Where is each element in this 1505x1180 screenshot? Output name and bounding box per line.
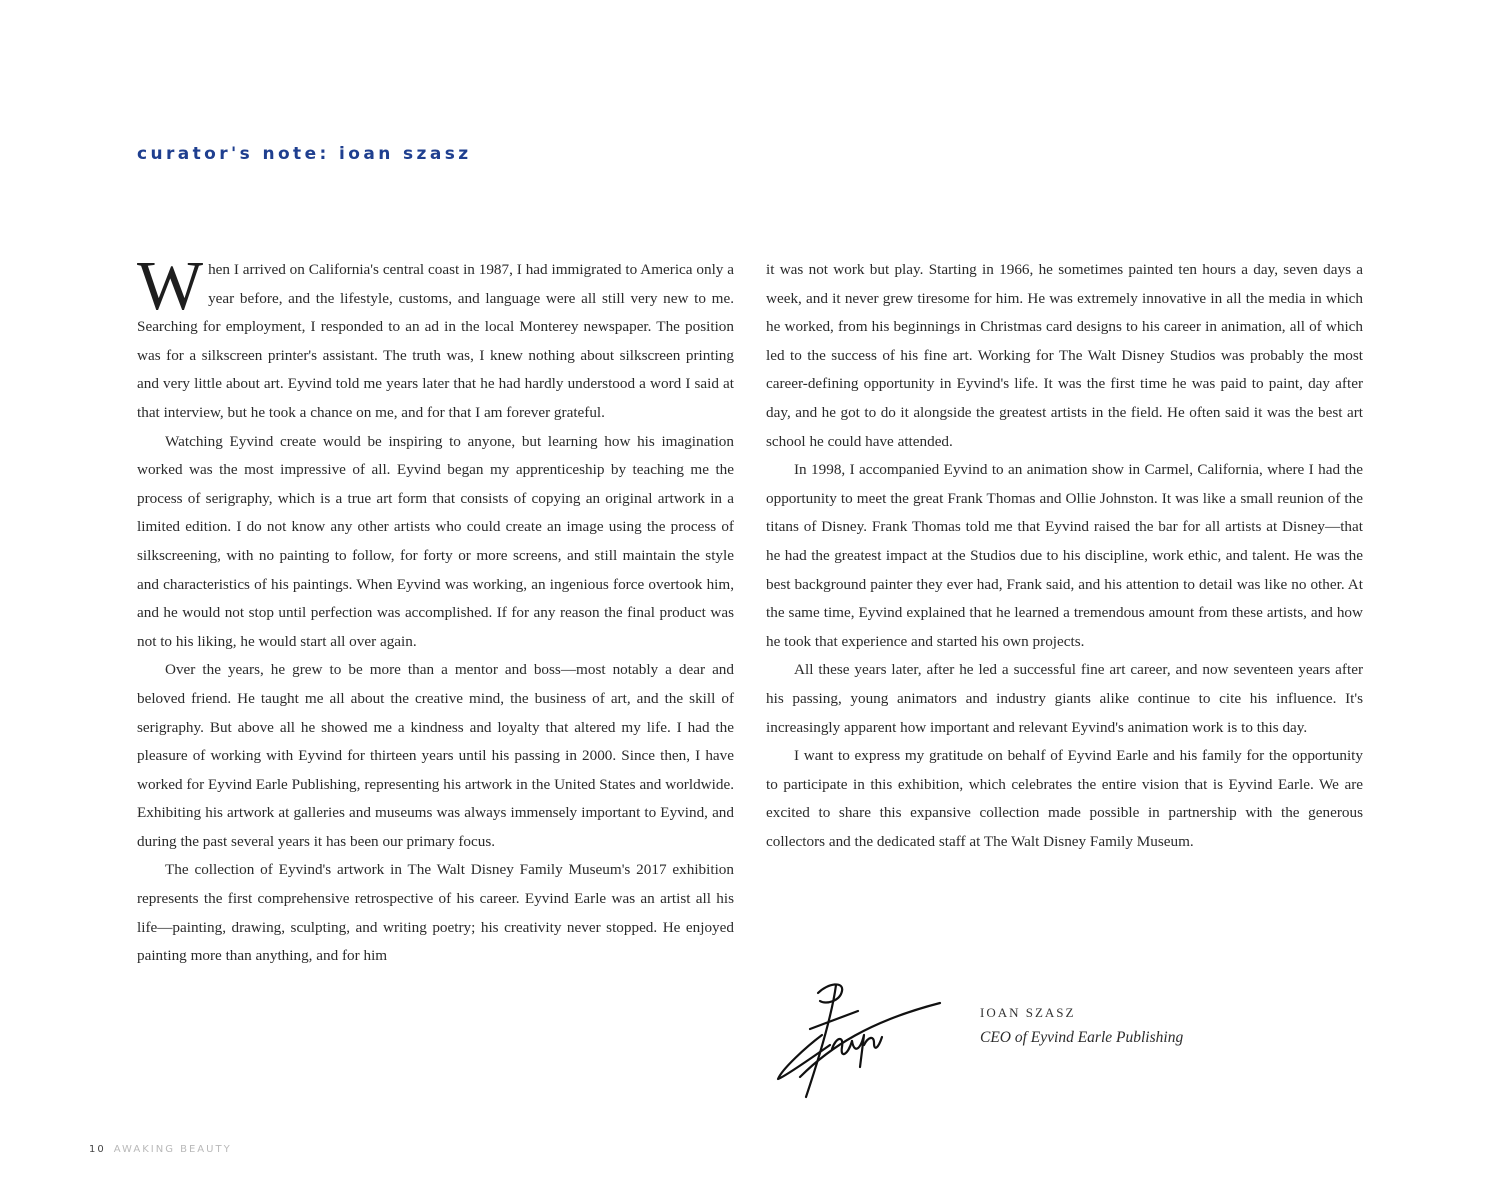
paragraph [137, 248, 734, 428]
book-title: AWAKING BEAUTY [113, 1144, 232, 1155]
page-title: curator's note: ioan szasz [137, 144, 472, 164]
left-column [137, 248, 734, 971]
page-number: 10 [89, 1144, 106, 1155]
signatory-name: IOAN SZASZ [980, 1005, 1076, 1020]
signature-block [770, 975, 1240, 1105]
signatory-role: CEO of Eyvind Earle Publishing [980, 1029, 1184, 1046]
paragraph: I want to express my gratitude on behalf of Eyvind Earle and his family for the opportunity to participate in this exhibition, which celebrates the entire vision that is Eyvind Earle. We are excited to share this expansive collection made possible in partnership with the generous collectors and the dedicated staff at The Walt Disney Family Museum. [766, 747, 1363, 850]
paragraph: Watching Eyvind create would be inspiring to anyone, but learning how his imagination worked was the most impressive of all. Eyvind began my apprenticeship by teaching me the process of serigraphy, which is a true art form that consists of copying an original artwork in a limited edition. I do not know any other artists who could create an image using the process of silkscreening, with no painting to follow, for forty or more screens, and still maintain the style and characteristics of his paintings. When Eyvind was working, an ingenious force overtook him, and he would not stop until perfection was accomplished. If for any reason the final product was not to his liking, he would start all over again. [137, 432, 734, 650]
paragraph: In 1998, I accompanied Eyvind to an animation show in Carmel, California, where I had the opportunity to meet the great Frank Thomas and Ollie Johnston. It was like a small reunion of the titans of Disney. Frank Thomas told me that Eyvind raised the bar for all artists at Disney—that he had the greatest impact at the Studios due to his discipline, work ethic, and talent. He was the best background painter they ever had, Frank said, and his attention to detail was like no other. At the same time, Eyvind explained that he learned a tremendous amount from these artists, and how he took that experience and started his own projects. [766, 461, 1363, 650]
drop-cap: W [137, 248, 204, 325]
paragraph: it was not work but play. Starting in 1966, he sometimes painted ten hours a day, seven days a week, and it never grew tiresome for him. He was extremely innovative in all the media in which he worked, from his beginnings in Christmas card designs to his career in animation, all of which led to the success of his fine art. Working for The Walt Disney Studios was probably the most career-defining opportunity in Eyvind's life. It was the first time he was paid to paint, day after day, and he got to do it alongside the greatest artists in the field. He often said it was the best art school he could have attended. [766, 261, 1363, 450]
page-footer [89, 1144, 232, 1155]
paragraph: The collection of Eyvind's artwork in The Walt Disney Family Museum's 2017 exhibition represents the first comprehensive retrospective of his career. Eyvind Earle was an artist all his life—painting, drawing, sculpting, and writing poetry; his creativity never stopped. He enjoyed painting more than anything, and for him [137, 861, 734, 965]
right-column [766, 256, 1363, 856]
paragraph-text: hen I arrived on California's central coast in 1987, I had immigrated to America only a year before, and the lifestyle, customs, and language were all still very new to me. Searching for employment, I responded to an ad in the local Monterey newspaper. The position was for a silkscreen printer's assistant. The truth was, I knew nothing about silkscreen printing and very little about art. Eyvind told me years later that he had hardly understood a word I said at that interview, but he took a chance on me, and for that I am forever grateful. [137, 261, 734, 421]
paragraph: Over the years, he grew to be more than a mentor and boss—most notably a dear and beloved friend. He taught me all about the creative mind, the business of art, and the skill of serigraphy. But above all he showed me a kindness and loyalty that altered my life. I had the pleasure of working with Eyvind for thirteen years until his passing in 2000. Since then, I have worked for Eyvind Earle Publishing, representing his artwork in the United States and worldwide. Exhibiting his artwork at galleries and museums was always immensely important to Eyvind, and during the past several years it has been our primary focus. [137, 661, 734, 850]
handwritten-signature [770, 975, 960, 1105]
paragraph: All these years later, after he led a successful fine art career, and now seventeen years after his passing, young animators and industry giants alike continue to cite his influence. It's increasingly apparent how important and relevant Eyvind's animation work is to this day. [766, 661, 1363, 736]
